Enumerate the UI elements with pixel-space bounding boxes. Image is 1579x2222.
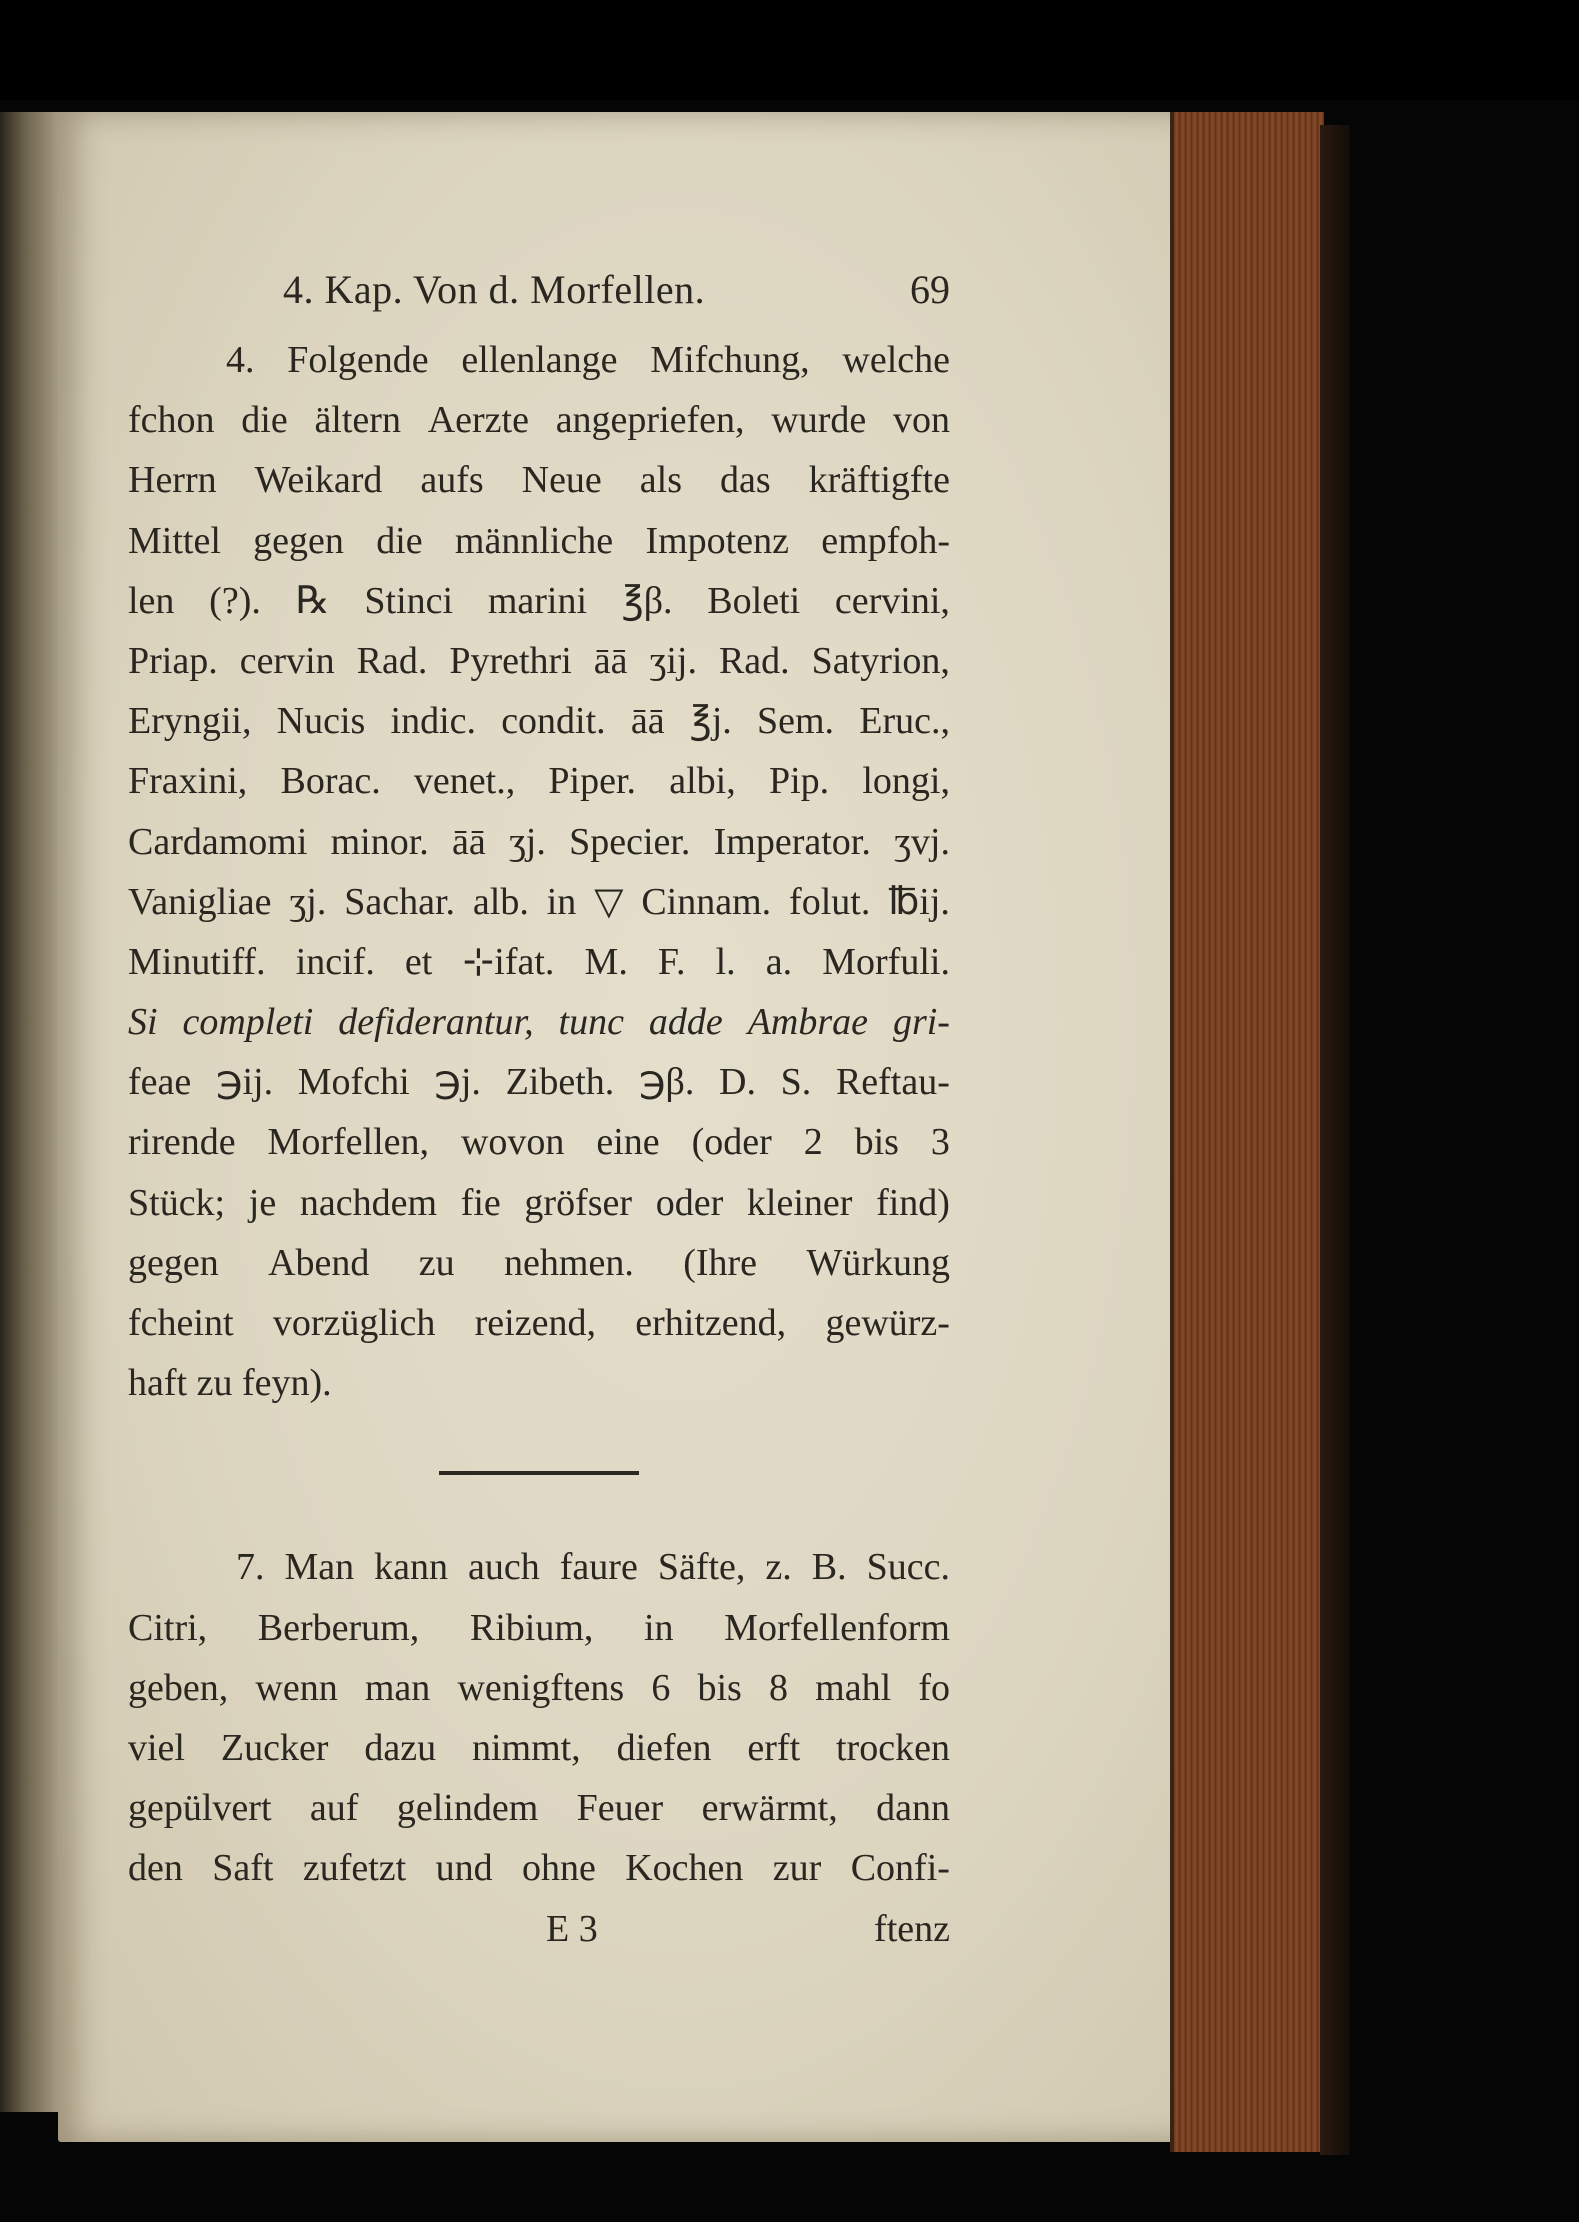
text-line: 4. Folgende ellenlange Mifchung, welche <box>226 339 950 381</box>
text-line: geben, wenn man wenigftens 6 bis 8 mahl fo <box>128 1666 950 1709</box>
text-line: feae ℈ij. Mofchi ℈j. Zibeth. ℈β. D. S. Reftau- <box>128 1061 950 1104</box>
book-cover-edge <box>1320 125 1350 2155</box>
text-line: Eryngii, Nucis indic. condit. āā ℥j. Sem. Eruc., <box>128 700 950 743</box>
page-fore-edge <box>1170 112 1324 2152</box>
paragraph-4 <box>128 330 950 1413</box>
text-line: den Saft zufetzt und ohne Kochen zur Confi- <box>128 1847 950 1890</box>
text-line: Minutiff. incif. et ⊹ifat. M. F. l. a. Morfuli. <box>128 940 950 983</box>
text-line: fchon die ältern Aerzte angepriefen, wurde von <box>128 399 950 442</box>
running-title: 4. Kap. Von d. Morfellen. <box>283 267 706 312</box>
signature-mark: E 3 <box>546 1907 598 1950</box>
text-line: fcheint vorzüglich reizend, erhitzend, gewürz- <box>128 1302 950 1344</box>
page-number: 69 <box>910 267 950 312</box>
scan-background <box>0 0 1579 100</box>
text-line: Stück; je nachdem fie gröfser oder kleiner find) <box>128 1181 950 1224</box>
page-footer <box>128 1899 950 1959</box>
text-line: Fraxini, Borac. venet., Piper. albi, Pip. longi, <box>128 760 950 803</box>
text-line: gegen Abend zu nehmen. (Ihre Würkung <box>128 1241 950 1284</box>
text-line: Mittel gegen die männliche Impotenz empfoh- <box>128 519 950 562</box>
running-header <box>128 260 950 330</box>
page-text <box>128 260 950 1959</box>
text-line: Herrn Weikard aufs Neue als das kräftigfte <box>128 459 950 502</box>
text-line: Vanigliae ʒj. Sachar. alb. in ▽ Cinnam. folut. ℔ij. <box>128 880 950 923</box>
text-line: rirende Morfellen, wovon eine (oder 2 bis 3 <box>128 1121 950 1164</box>
text-line: Si completi defiderantur, tunc adde Ambrae gri- <box>128 1001 950 1044</box>
text-line: haft zu feyn). <box>128 1362 332 1405</box>
paragraph-7 <box>128 1537 950 1898</box>
text-line: viel Zucker dazu nimmt, diefen erft trocken <box>128 1726 950 1769</box>
previous-page-edge <box>0 112 60 2112</box>
catchword: ftenz <box>874 1907 950 1950</box>
text-line: len (?). ℞ Stinci marini ℥β. Boleti cervini, <box>128 579 950 622</box>
text-line: Cardamomi minor. āā ʒj. Specier. Imperator. ʒvj. <box>128 820 950 863</box>
text-line: 7. Man kann auch faure Säfte, z. B. Succ. <box>236 1546 950 1589</box>
section-divider <box>439 1471 639 1475</box>
text-line: Citri, Berberum, Ribium, in Morfellenform <box>128 1606 950 1649</box>
text-line: gepülvert auf gelindem Feuer erwärmt, dann <box>128 1787 950 1830</box>
text-line: Priap. cervin Rad. Pyrethri āā ʒij. Rad. Satyrion, <box>128 639 950 682</box>
